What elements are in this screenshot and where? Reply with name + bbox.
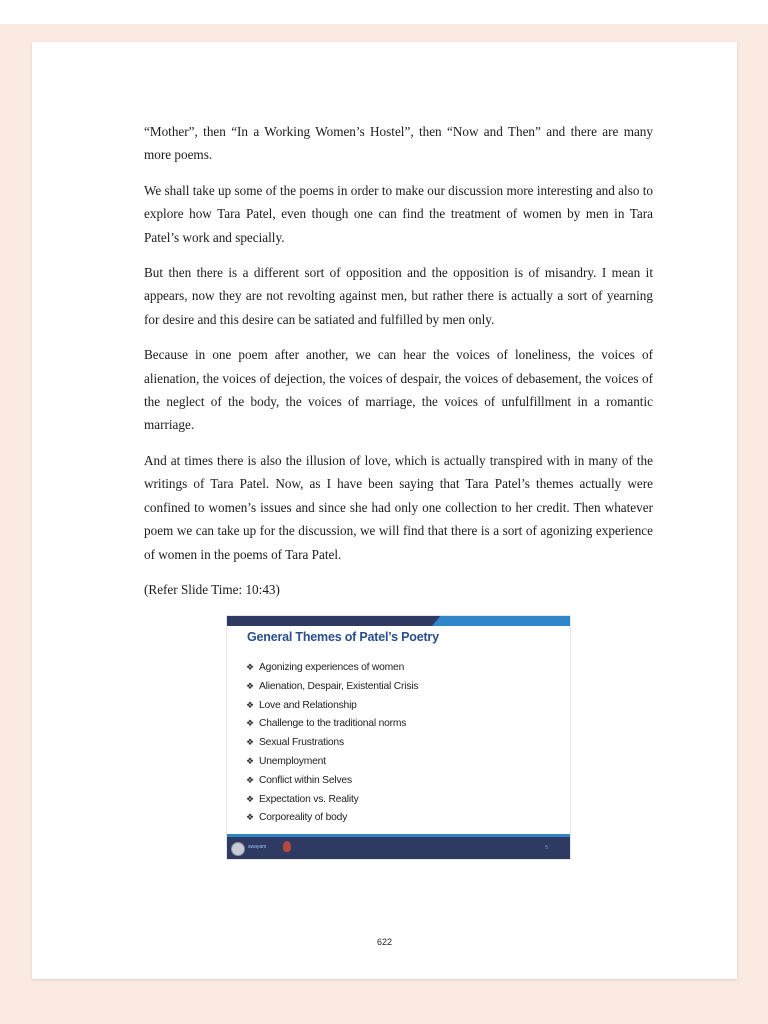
list-item [246, 658, 418, 677]
list-item-label: Sexual Frustrations [259, 737, 344, 749]
diamond-bullet-icon: ❖ [246, 774, 254, 785]
diamond-bullet-icon: ❖ [246, 737, 254, 748]
list-item [246, 808, 418, 827]
diamond-bullet-icon: ❖ [246, 680, 254, 691]
list-item [246, 790, 418, 809]
body-text [144, 120, 653, 613]
list-item [246, 733, 418, 752]
slide-reference: (Refer Slide Time: 10:43) [144, 581, 280, 597]
list-item-label: Corporeality of body [259, 812, 348, 824]
list-item-label: Conflict within Selves [259, 774, 352, 786]
institute-logo-icon [231, 842, 245, 856]
footer-brand: swayam [248, 844, 267, 850]
slide-footer [227, 837, 570, 859]
slide-top-accent [432, 616, 570, 626]
paragraph: Because in one poem after another, we can hear the voices of loneliness, the voices of alienation, the voices of dejection, the voices of despair, the voices of debasement, the voices of the neglect of the body, the voices of marriage, the voices of unfulfillment in a romantic marriage. [144, 347, 653, 433]
list-item-label: Love and Relationship [259, 699, 357, 711]
list-item-label: Alienation, Despair, Existential Crisis [259, 680, 419, 692]
slide-title: General Themes of Patel’s Poetry [247, 630, 439, 644]
diamond-bullet-icon: ❖ [246, 718, 254, 729]
slide-image [226, 615, 571, 860]
slide-number: 5 [545, 845, 548, 851]
list-item [246, 752, 418, 771]
paragraph: We shall take up some of the poems in order to make our discussion more interesting and also to explore how Tara Patel, even though one can find the treatment of women by men in Tara Patel’s work and specially. [144, 182, 653, 245]
nptel-logo-icon [283, 841, 291, 852]
list-item-label: Agonizing experiences of women [259, 662, 405, 673]
list-item [246, 677, 418, 696]
diamond-bullet-icon: ❖ [246, 755, 254, 766]
top-band [0, 0, 768, 24]
list-item-label: Unemployment [259, 755, 326, 767]
list-item [246, 714, 418, 733]
slide-bullet-list [246, 658, 418, 827]
paragraph: But then there is a different sort of opposition and the opposition is of misandry. I mean it appears, now they are not revolting against men, but rather there is actually a sort of yearning for desire and this desire can be satiated and fulfilled by men only. [144, 265, 653, 327]
page-number: 622 [376, 937, 393, 947]
diamond-bullet-icon: ❖ [246, 793, 254, 804]
diamond-bullet-icon: ❖ [246, 812, 254, 823]
list-item [246, 696, 418, 715]
paragraph: And at times there is also the illusion of love, which is actually transpired with in many of the writings of Tara Patel. Now, as I have been saying that Tara Patel’s themes actually were confined to women’s issues and since she had only one collection to her credit. Then whatever poem we can take up for the discussion, we will find that there is a sort of agonizing experience of women in the poems of Tara Patel. [144, 452, 653, 562]
list-item [246, 771, 418, 790]
document-page [32, 42, 737, 979]
paragraph: “Mother”, then “In a Working Women’s Hostel”, then “Now and Then” and there are many more poems. [144, 124, 653, 163]
list-item-label: Challenge to the traditional norms [259, 718, 407, 730]
diamond-bullet-icon: ❖ [246, 699, 254, 710]
list-item-label: Expectation vs. Reality [259, 793, 359, 805]
diamond-bullet-icon: ❖ [246, 662, 254, 672]
